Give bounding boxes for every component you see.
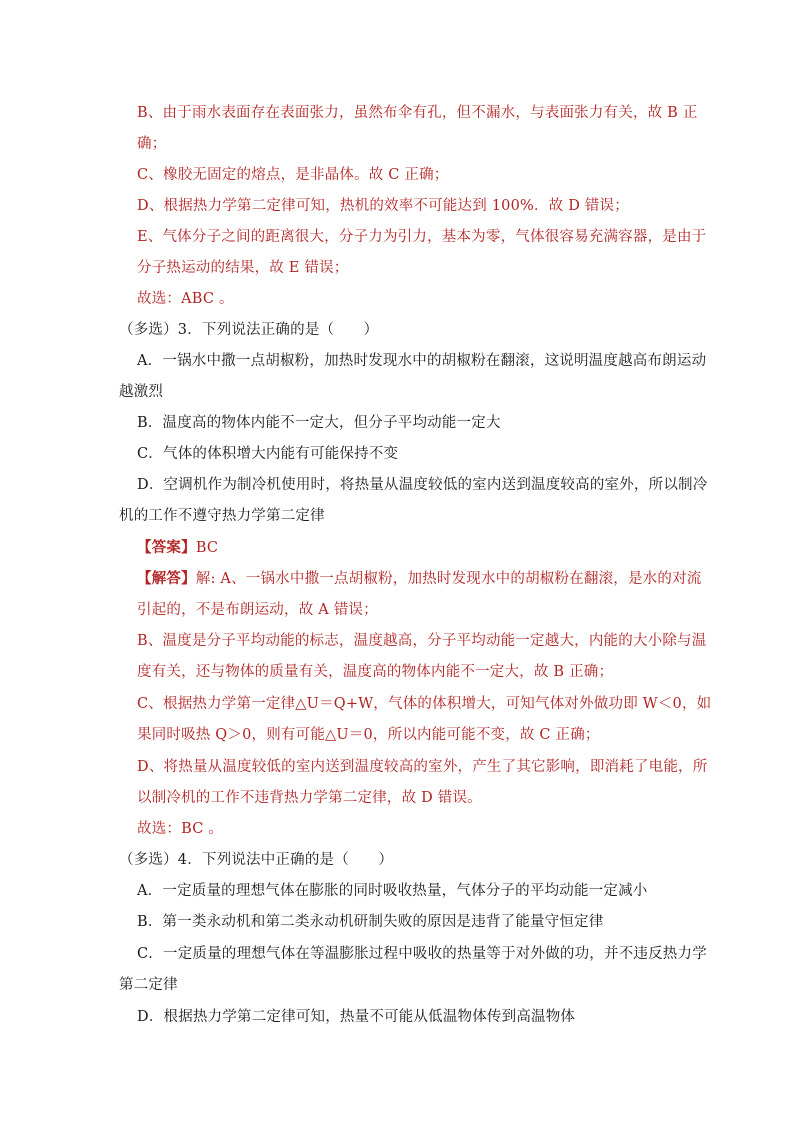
sol2-option-b-line2: 确； <box>137 136 167 152</box>
q4-option-d: D．根据热力学第二定律可知，热量不可能从低温物体传到高温物体 <box>137 1009 576 1025</box>
answer-tag: 【答案】 <box>137 539 196 556</box>
q3-solution-c-line1: C、根据热力学第一定律△U＝Q+W，气体的体积增大，可知气体对外做功即 W＜0，如 <box>137 696 712 712</box>
q3-solution-b-line1: B、温度是分子平均动能的标志，温度越高，分子平均动能一定越大，内能的大小除与温 <box>137 633 707 649</box>
q4-option-b: B．第一类永动机和第二类永动机研制失败的原因是违背了能量守恒定律 <box>137 914 604 930</box>
q3-solution-b-line2: 度有关，还与物体的质量有关，温度高的物体内能不一定大，故 B 正确； <box>137 664 614 680</box>
q3-solution-a-line1 <box>137 569 701 589</box>
sol2-option-d: D、根据热力学第二定律可知，热机的效率不可能达到 100%．故 D 错误； <box>137 198 629 214</box>
q3-option-d-line1: D．空调机作为制冷机使用时，将热量从温度较低的室内送到温度较高的室外，所以制冷 <box>137 477 708 493</box>
sol2-option-e-line2: 分子热运动的结果，故 E 错误； <box>137 260 349 276</box>
q4-stem: （多选）4．下列说法中正确的是（ ） <box>119 852 394 868</box>
q4-option-a: A．一定质量的理想气体在膨胀的同时吸收热量，气体分子的平均动能一定减小 <box>137 883 648 899</box>
q3-stem: （多选）3．下列说法正确的是（ ） <box>119 322 379 338</box>
q3-option-c: C．气体的体积增大内能有可能保持不变 <box>137 446 399 462</box>
sol2-option-e-line1: E、气体分子之间的距离很大，分子力为引力，基本为零，气体很容易充满容器，是由于 <box>137 229 707 245</box>
q3-solution-c-line2: 果同时吸热 Q＞0，则有可能△U＝0，所以内能可能不变，故 C 正确； <box>137 727 600 743</box>
q4-option-c-line2: 第二定律 <box>119 977 178 993</box>
q3-option-d-line2: 机的工作不遵守热力学第二定律 <box>119 508 325 524</box>
sol2-choose: 故选：ABC 。 <box>137 291 234 307</box>
sol2-option-c: C、橡胶无固定的熔点，是非晶体。故 C 正确； <box>137 167 449 183</box>
q3-solution-d-line2: 以制冷机的工作不违背热力学第二定律，故 D 错误。 <box>137 790 482 806</box>
sol2-option-b-line1: B、由于雨水表面存在表面张力，虽然布伞有孔，但不漏水，与表面张力有关，故 B 正 <box>137 105 698 121</box>
q3-option-a-line1: A．一锅水中撒一点胡椒粉，加热时发现水中的胡椒粉在翻滚，这说明温度越高布朗运动 <box>137 353 707 369</box>
solution-a-text: 解: A、一锅水中撒一点胡椒粉，加热时发现水中的胡椒粉在翻滚，是水的对流 <box>195 571 702 587</box>
q3-answer <box>137 538 218 558</box>
q3-solution-a-line2: 引起的，不是布朗运动，故 A 错误； <box>137 602 378 618</box>
q3-choose: 故选：BC 。 <box>137 821 224 837</box>
answer-value: BC <box>195 540 219 556</box>
q3-option-b: B．温度高的物体内能不一定大，但分子平均动能一定大 <box>137 415 501 431</box>
analysis-tag: 【解答】 <box>137 570 196 587</box>
q3-solution-d-line1: D、将热量从温度较低的室内送到温度较高的室外，产生了其它影响，即消耗了电能，所 <box>137 759 708 775</box>
q3-option-a-line2: 越激烈 <box>119 384 164 400</box>
q4-option-c-line1: C．一定质量的理想气体在等温膨胀过程中吸收的热量等于对外做的功，并不违反热力学 <box>137 946 707 962</box>
